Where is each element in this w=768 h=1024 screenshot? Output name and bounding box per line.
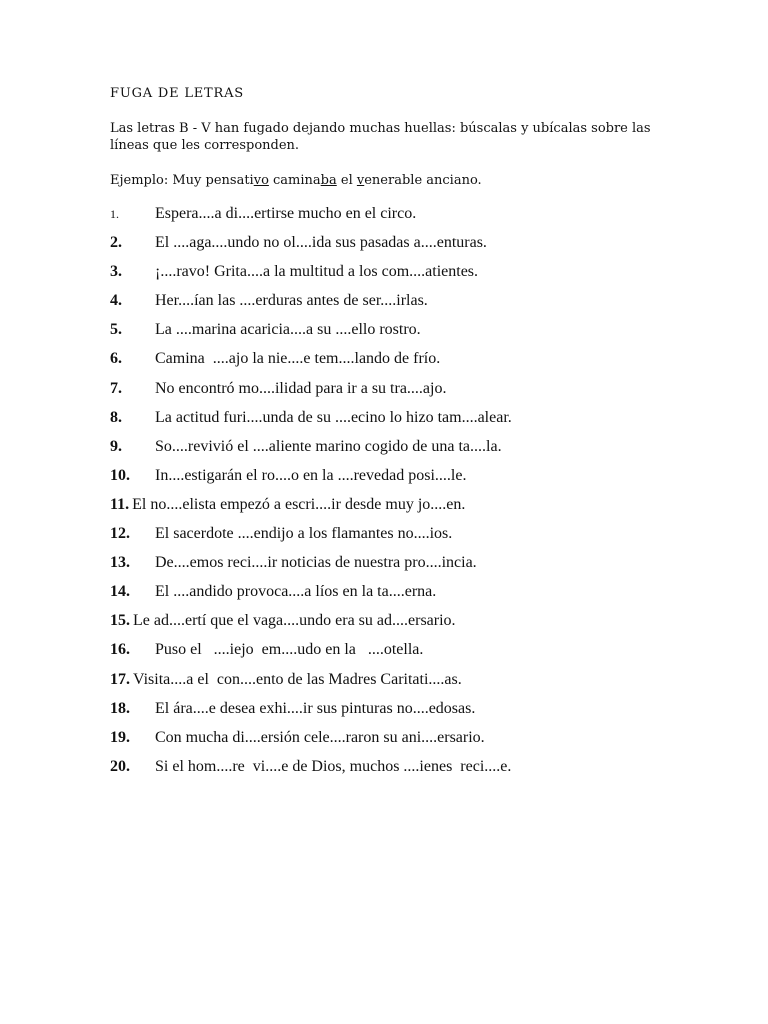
item-text: In....estigarán el ro....o en la ....revedad posi....le. [155,466,467,484]
item-number: 12. [110,525,130,543]
exercise-item [110,525,670,554]
worksheet-title: FUGA DE LETRAS [110,86,245,101]
item-number: 19. [110,728,130,746]
item-text: El ....andido provoca....a líos en la ta....erna. [155,583,437,601]
item-text: La actitud furi....unda de su ....ecino lo hizo tam....alear. [155,408,512,426]
item-number: 2. [110,234,122,252]
exercise-item [110,321,670,350]
item-number: 13. [110,554,130,572]
item-text: Espera....a di....ertirse mucho en el circo. [155,205,417,222]
exercise-item [110,438,670,467]
item-number: 9. [110,437,122,455]
item-text: Camina ....ajo la nie....e tem....lando de frío. [155,350,441,368]
exercise-item [110,758,670,787]
exercise-item [110,496,670,525]
example-underlined: ba [320,173,337,188]
item-text: Her....ían las ....erduras antes de ser....irlas. [155,292,428,310]
item-number: 3. [110,263,122,281]
item-text: De....emos reci....ir noticias de nuestra pro....incia. [155,554,477,572]
item-text: Visita....a el con....ento de las Madres Caritati....as. [133,670,462,688]
exercise-item [110,380,670,409]
item-text: ¡....ravo! Grita....a la multitud a los com....atientes. [155,263,479,281]
item-number: 14. [110,583,130,601]
item-number: 16. [110,641,130,659]
example-part: camina [268,173,321,188]
item-text: Puso el ....iejo em....udo en la ....otella. [155,641,424,659]
exercise-item [110,292,670,321]
example-sentence [110,172,670,190]
exercise-item [110,554,670,583]
item-number: 5. [110,321,122,339]
item-number: 17. [110,670,130,688]
item-number: 7. [110,379,122,397]
item-number: 8. [110,408,122,426]
exercise-list [110,205,670,787]
example-underlined: vo [253,173,269,188]
item-number: 1. [110,207,119,221]
exercise-item [110,671,670,700]
item-text: El no....elista empezó a escri....ir desde muy jo....en. [132,495,466,513]
item-number: 20. [110,757,130,775]
exercise-item [110,350,670,379]
item-number: 6. [110,350,122,368]
item-text: El sacerdote ....endijo a los flamantes no....ios. [155,525,453,543]
exercise-item [110,263,670,292]
item-text: Le ad....ertí que el vaga....undo era su ad....ersario. [133,612,456,630]
item-text: La ....marina acaricia....a su ....ello rostro. [155,321,421,339]
item-text: No encontró mo....ilidad para ir a su tra....ajo. [155,379,447,397]
item-text: So....revivió el ....aliente marino cogido de una ta....la. [155,437,502,455]
item-text: Con mucha di....ersión cele....raron su ani....ersario. [155,728,485,746]
item-number: 10. [110,466,130,484]
exercise-item [110,641,670,670]
example-underlined: v [356,173,365,188]
example-part: el [336,173,357,188]
example-part: Ejemplo: Muy pensati [110,173,254,188]
instructions-text: Las letras B - V han fugado dejando muchas huellas: búscalas y ubícalas sobre las líneas que les corresponden. [110,121,651,153]
example-part: enerable anciano. [364,173,482,188]
item-text: Si el hom....re vi....e de Dios, muchos ....ienes reci....e. [155,757,512,775]
exercise-item [110,205,670,234]
exercise-item [110,234,670,263]
exercise-item [110,700,670,729]
item-number: 11. [110,495,130,513]
worksheet [110,84,670,787]
item-number: 18. [110,699,130,717]
exercise-item [110,729,670,758]
exercise-item [110,583,670,612]
item-text: El ára....e desea exhi....ir sus pinturas no....edosas. [155,699,476,717]
item-number: 4. [110,292,122,310]
item-text: El ....aga....undo no ol....ida sus pasadas a....enturas. [155,234,487,252]
item-number: 15. [110,612,130,630]
exercise-item [110,409,670,438]
exercise-item [110,467,670,496]
exercise-item [110,612,670,641]
